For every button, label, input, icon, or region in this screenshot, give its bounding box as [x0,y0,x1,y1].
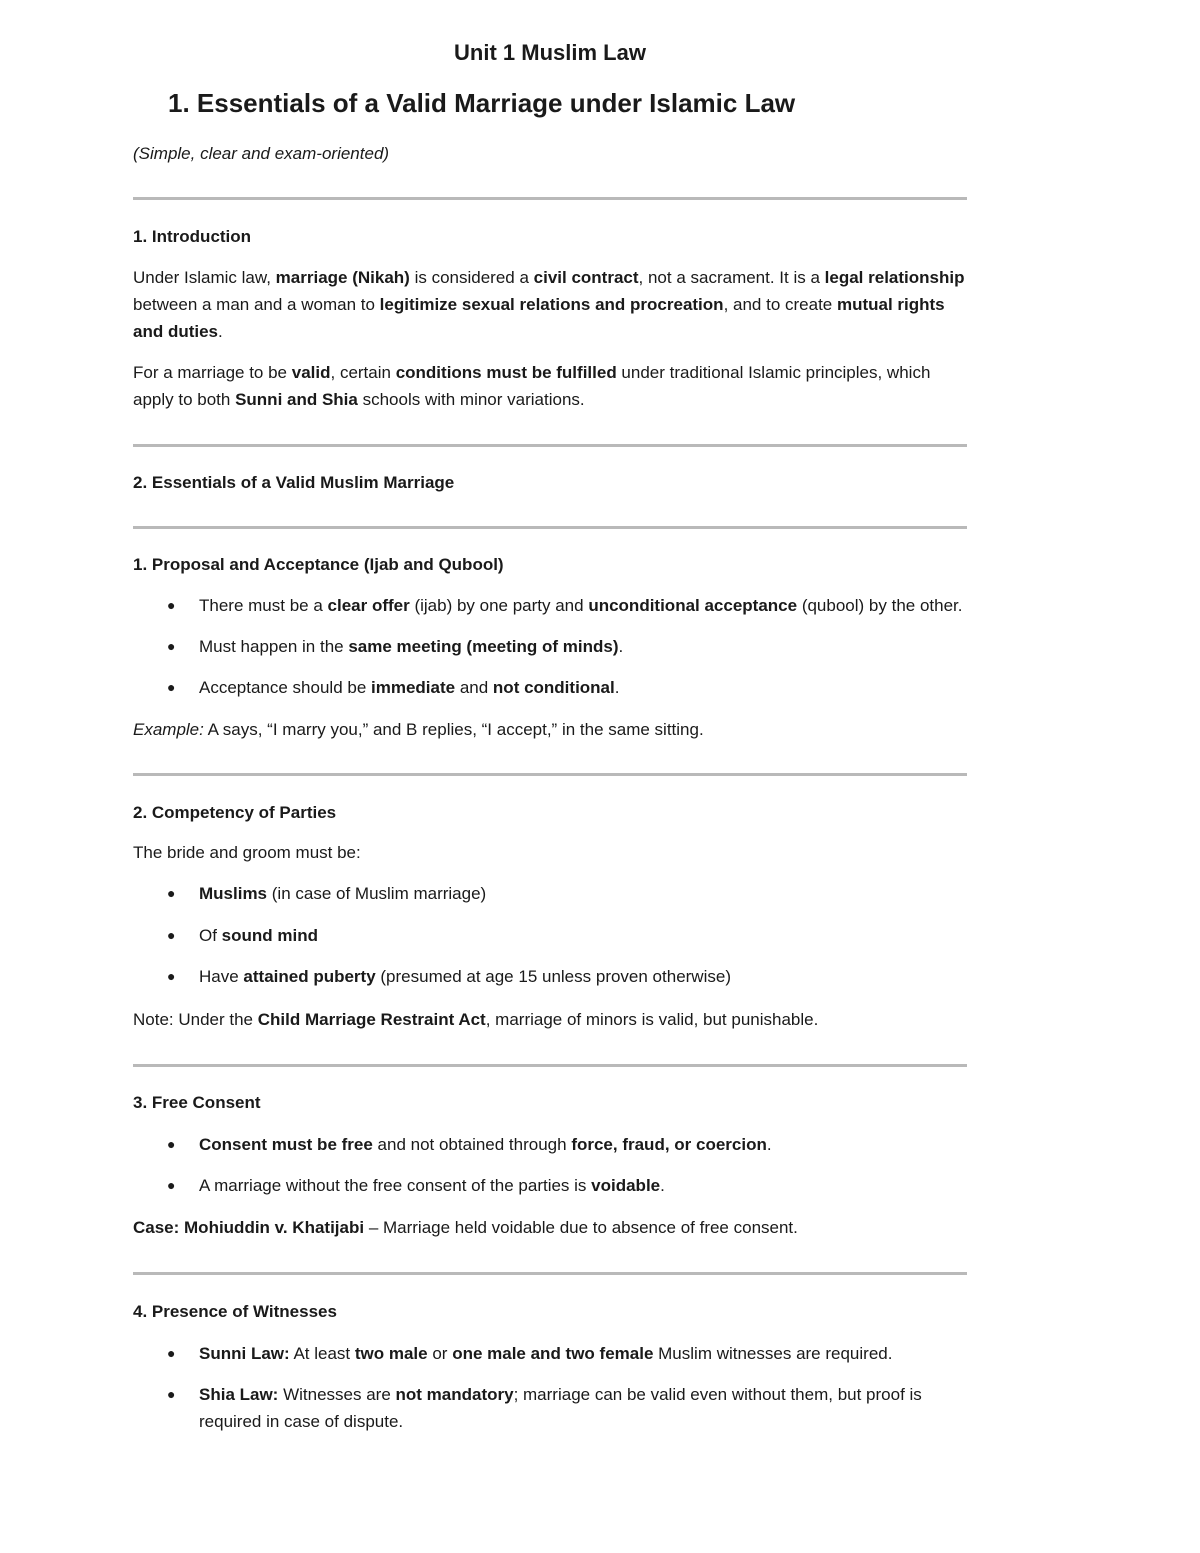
bold-text: attained puberty [243,967,376,986]
text-run: Have [199,967,244,986]
text-run: The bride and groom must be: [133,843,361,862]
section-divider [133,526,967,529]
text-run: . [614,678,620,697]
list-item [133,1131,967,1158]
text-run: Must happen in the [199,637,349,656]
bold-text: one male and two female [452,1344,654,1363]
competency-lead [133,839,967,866]
bold-text: civil contract [533,268,639,287]
text-run: . [766,1135,772,1154]
section-heading-witnesses: 4. Presence of Witnesses [133,1302,337,1321]
text-run: A says, “I marry you,” and B replies, “I accept,” in the same sitting. [203,720,704,739]
bullet-icon: ● [167,1386,176,1402]
list-item [133,1172,967,1199]
document-body [133,142,967,1435]
list-item-text [199,1135,772,1154]
bullet-icon: ● [167,1345,176,1361]
text-run: For a marriage to be [133,363,292,382]
bold-text: immediate [371,678,456,697]
list-item-text [199,1176,665,1195]
section-divider [133,1272,967,1275]
text-run: Of [199,926,222,945]
intro-paragraph-2 [133,359,967,413]
list-item-text [199,596,962,615]
bold-text: Shia Law: [199,1385,279,1404]
text-run: Witnesses are [278,1385,396,1404]
section-divider [133,444,967,447]
text-run: (ijab) by one party and [409,596,589,615]
bold-text: Consent must be free [199,1135,373,1154]
text-run: . [218,322,223,341]
bold-text: unconditional acceptance [588,596,798,615]
text-run: ; marriage can be valid even without them, but proof is required in case of dispute. [199,1385,922,1431]
bold-text: voidable [591,1176,661,1195]
bold-text: legitimize sexual relations and procreation [379,295,724,314]
bullet-icon: ● [167,597,176,613]
consent-list [133,1131,967,1199]
bullet-icon: ● [167,968,176,984]
bullet-icon: ● [167,1136,176,1152]
text-run: Muslim witnesses are required. [653,1344,893,1363]
text-run: At least [289,1344,355,1363]
competency-list [133,880,967,990]
bold-text: not conditional [492,678,615,697]
section-heading-essentials: 2. Essentials of a Valid Muslim Marriage [133,473,455,492]
section-divider [133,773,967,776]
case-paragraph [133,1214,967,1241]
text-run: . [618,637,624,656]
text-run: between a man and a woman to [133,295,380,314]
list-item-text [199,926,318,945]
bold-text: mutual rights and duties [133,295,945,341]
intro-paragraph-1 [133,264,967,345]
main-heading: 1. Essentials of a Valid Marriage under Islamic Law [168,88,796,118]
bold-text: conditions must be fulfilled [395,363,617,382]
section-heading-proposal: 1. Proposal and Acceptance (Ijab and Qubool) [133,555,504,574]
text-run: – Marriage held voidable due to absence of free consent. [364,1218,798,1237]
bold-text: Sunni Law: [199,1344,290,1363]
list-item [133,880,967,907]
text-run: (presumed at age 15 unless proven otherwise) [375,967,731,986]
text-run: , marriage of minors is valid, but punishable. [485,1010,819,1029]
list-item [133,922,967,949]
bullet-icon: ● [167,885,176,901]
bold-text: clear offer [327,596,410,615]
section-divider [133,1064,967,1067]
text-run: (qubool) by the other. [797,596,963,615]
bold-text: Sunni and Shia [235,390,358,409]
subtitle: (Simple, clear and exam-oriented) [133,144,390,163]
bold-text: two male [354,1344,428,1363]
note-paragraph [133,1006,967,1033]
text-run: and [455,678,493,697]
bold-text: marriage (Nikah) [275,268,410,287]
text-run: or [427,1344,453,1363]
bullet-icon: ● [167,1177,176,1193]
section-divider [133,197,967,200]
witnesses-list [133,1340,967,1435]
text-run: and not obtained through [372,1135,572,1154]
list-item-text [199,884,486,903]
text-run: A marriage without the free consent of the parties is [199,1176,592,1195]
italic-text: Example: [133,720,204,739]
list-item [133,1340,967,1367]
bold-text: valid [291,363,331,382]
bullet-icon: ● [167,638,176,654]
list-item [133,963,967,990]
bold-text: Case: Mohiuddin v. Khatijabi [133,1218,365,1237]
text-run: (in case of Muslim marriage) [267,884,487,903]
text-run: Note: Under the [133,1010,258,1029]
list-item [133,633,967,660]
list-item-text [199,678,619,697]
bold-text: same meeting (meeting of minds) [348,637,619,656]
text-run: , not a sacrament. It is a [638,268,825,287]
text-run: Acceptance should be [199,678,372,697]
list-item-text [199,967,731,986]
bold-text: not mandatory [395,1385,514,1404]
bold-text: legal relationship [824,268,965,287]
document-title: Unit 1 Muslim Law [454,40,646,65]
section-heading-consent: 3. Free Consent [133,1093,261,1112]
section-heading-introduction: 1. Introduction [133,227,252,246]
text-run: Under Islamic law, [133,268,276,287]
text-run: under traditional Islamic principles, which apply to both [133,363,931,409]
bullet-icon: ● [167,927,176,943]
bullet-icon: ● [167,679,176,695]
list-item [133,1381,967,1435]
text-run: schools with minor variations. [357,390,585,409]
bold-text: Child Marriage Restraint Act [257,1010,486,1029]
text-run: , certain [330,363,396,382]
bold-text: sound mind [221,926,318,945]
example-paragraph [133,716,967,743]
text-run: is considered a [409,268,534,287]
list-item [133,592,967,619]
bold-text: Muslims [199,884,268,903]
text-run: , and to create [723,295,837,314]
list-item-text [199,1344,892,1363]
list-item-text [199,637,623,656]
proposal-list [133,592,967,701]
list-item [133,674,967,701]
text-run: . [660,1176,665,1195]
bold-text: force, fraud, or coercion [571,1135,767,1154]
section-heading-competency: 2. Competency of Parties [133,803,337,822]
text-run: There must be a [199,596,328,615]
list-item-text [199,1385,922,1431]
